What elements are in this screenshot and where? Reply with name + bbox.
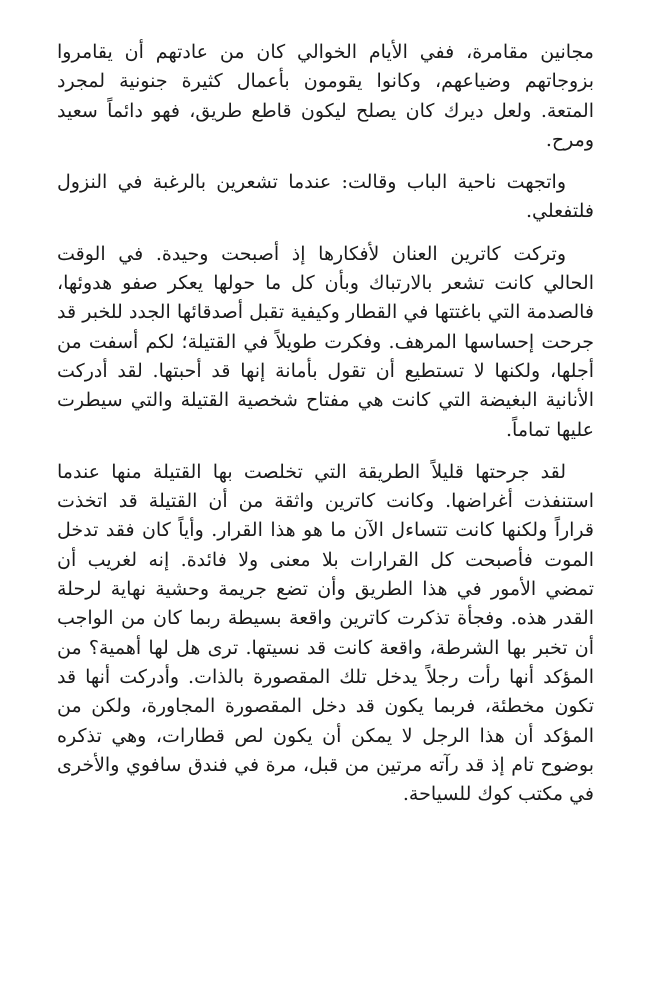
paragraph-3: وتركت كاترين العنان لأفكارها إذ أصبحت وحيدة. في الوقت الحالي كانت تشعر بالارتباك وبأن كل ما حولها يعكر صفو هدوئها، فالصدمة التي باغتتها في القطار وكيفية تقبل أصدقائها الجدد للخبر قد جرحت إحساسها المرهف. وفكرت طويلاً في القتيلة؛ لكم أسفت من أجلها، ولكنها لا تستطيع أن تقول بأمانة إنها قد أحبتها. لقد أدركت الأنانية البغيضة التي كانت هي مفتاح شخصية القتيلة والتي سيطرت عليها تماماً. <box>57 242 594 441</box>
paragraph-4: لقد جرحتها قليلاً الطريقة التي تخلصت بها القتيلة منها عندما استنفذت أغراضها. وكانت كاترين واثقة من أن القتيلة قد اتخذت قراراً ولكنها كانت تتساءل الآن ما هو هذا القرار. وأياً كان فقد تدخل الموت فأصبحت كل القرارات بلا معنى ولا فائدة. إنه لغريب أن تمضي الأمور في هذا الطريق وأن تضع جريمة وحشية نهاية لرحلة القدر هذه. وفجأة تذكرت كاترين واقعة بسيطة ربما كان من الواجب أن تخبر بها الشرطة، واقعة كانت قد نسيتها. ترى هل لها أهمية؟ من المؤكد أنها رأت رجلاً يدخل تلك المقصورة بالذات. وأدركت أنها قد تكون مخطئة، فربما يكون قد دخل المقصورة المجاورة، ولكن من المؤكد أن هذا الرجل لا يمكن أن يكون لص قطارات، وهي تذكره بوضوح تام إذ قد رآته مرتين من قبل، مرة في فندق سافوي والأخرى في مكتب كوك للسياحة. <box>57 460 594 806</box>
paragraph-1: مجانين مقامرة، ففي الأيام الخوالي كان من عادتهم أن يقامروا بزوجاتهم وضياعهم، وكانوا يقومون بأعمال كثيرة جنونية لمجرد المتعة. ولعل ديرك كان يصلح ليكون قاطع طريق، فهو دائماً سعيد ومرح. <box>57 41 594 151</box>
paragraph-2: واتجهت ناحية الباب وقالت: عندما تشعرين بالرغبة في النزول فلتفعلي. <box>57 171 594 223</box>
